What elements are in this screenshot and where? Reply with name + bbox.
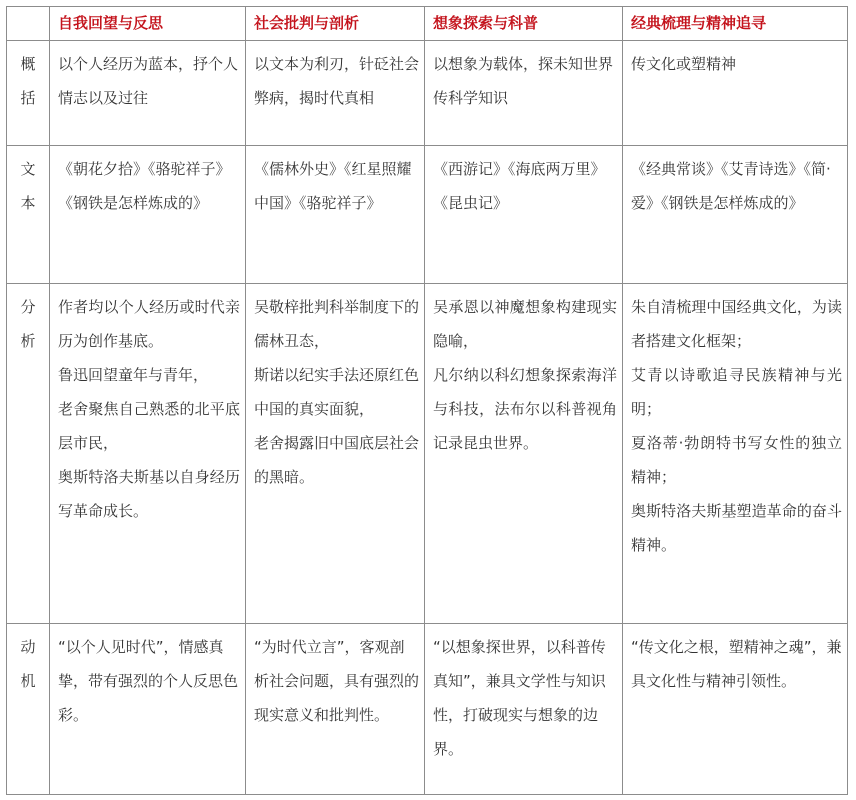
cell-paragraph: 吴承恩以神魔想象构建现实隐喻，	[433, 298, 617, 350]
column-header-classics-spirit: 经典梳理与精神追寻	[623, 7, 848, 41]
table-cell	[425, 284, 623, 624]
cell-paragraph: 老舍揭露旧中国底层社会的黑暗。	[254, 434, 420, 486]
corner-cell	[7, 7, 50, 41]
table-cell: 《西游记》《海底两万里》《昆虫记》	[425, 146, 623, 284]
table-row-motivation	[7, 624, 848, 795]
table-cell	[623, 284, 848, 624]
cell-paragraph: 吴敬梓批判科举制度下的儒林丑态，	[254, 298, 420, 350]
row-label-analysis: 分 析	[7, 284, 50, 624]
table-cell	[246, 284, 425, 624]
table-cell: “为时代立言”，客观剖析社会问题，具有强烈的现实意义和批判性。	[246, 624, 425, 795]
table-row-summary	[7, 41, 848, 146]
table-cell: “传文化之根，塑精神之魂”，兼具文化性与精神引领性。	[623, 624, 848, 795]
table-cell: 以想象为载体，探未知世界传科学知识	[425, 41, 623, 146]
header-row	[7, 7, 848, 41]
cell-paragraph: 夏洛蒂·勃朗特书写女性的独立精神；	[631, 434, 842, 486]
table-cell	[50, 284, 246, 624]
cell-paragraph: 奥斯特洛夫斯基以自身经历写革命成长。	[58, 468, 240, 520]
table-cell: 以文本为利刃，针砭社会弊病，揭时代真相	[246, 41, 425, 146]
table-cell: 《经典常谈》《艾青诗选》《简·爱》《钢铁是怎样炼成的》	[623, 146, 848, 284]
table-cell: 《朝花夕拾》《骆驼祥子》《钢铁是怎样炼成的》	[50, 146, 246, 284]
row-label-texts: 文 本	[7, 146, 50, 284]
column-header-imagination-science: 想象探索与科普	[425, 7, 623, 41]
cell-paragraph: 斯诺以纪实手法还原红色中国的真实面貌，	[254, 366, 420, 418]
row-label-summary: 概 括	[7, 41, 50, 146]
cell-paragraph: 老舍聚焦自己熟悉的北平底层市民，	[58, 400, 240, 452]
cell-paragraph: 鲁迅回望童年与青年，	[58, 366, 209, 384]
row-label-motivation: 动 机	[7, 624, 50, 795]
table-cell: 《儒林外史》《红星照耀中国》《骆驼祥子》	[246, 146, 425, 284]
table-cell: 以个人经历为蓝本，抒个人情志以及过往	[50, 41, 246, 146]
column-header-self-reflection: 自我回望与反思	[50, 7, 246, 41]
table-cell: “以想象探世界，以科普传真知”，兼具文学性与知识性，打破现实与想象的边界。	[425, 624, 623, 795]
cell-paragraph: 朱自清梳理中国经典文化，为读者搭建文化框架；	[631, 298, 842, 350]
cell-paragraph: 艾青以诗歌追寻民族精神与光明；	[631, 366, 842, 418]
column-header-social-critique: 社会批判与剖析	[246, 7, 425, 41]
cell-paragraph: 奥斯特洛夫斯基塑造革命的奋斗精神。	[631, 502, 842, 554]
comparison-table	[6, 6, 848, 795]
table-row-analysis	[7, 284, 848, 624]
table-row-texts	[7, 146, 848, 284]
table-cell: “以个人见时代”，情感真挚，带有强烈的个人反思色彩。	[50, 624, 246, 795]
cell-paragraph: 凡尔纳以科幻想象探索海洋与科技，法布尔以科普视角记录昆虫世界。	[433, 366, 617, 452]
cell-paragraph: 作者均以个人经历或时代亲历为创作基底。	[58, 298, 240, 350]
table-cell: 传文化或塑精神	[623, 41, 848, 146]
